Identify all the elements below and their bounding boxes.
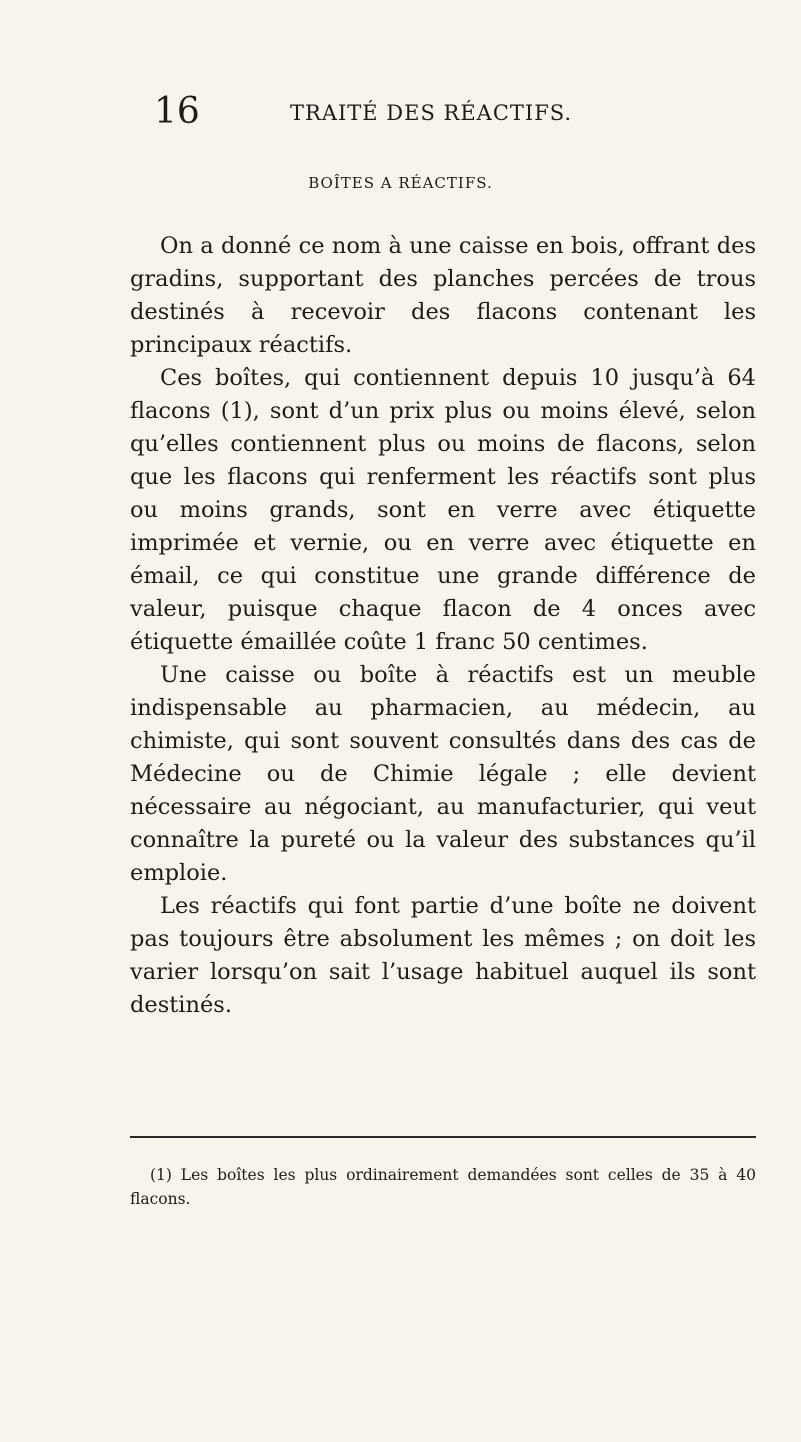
page-header <box>0 92 801 132</box>
footnote: (1) Les boîtes les plus ordinairement demandées sont celles de 35 à 40 flacons. <box>130 1166 756 1208</box>
paragraph: Une caisse ou boîte à réactifs est un meuble indispensable au pharmacien, au médecin, au chimiste, qui sont souvent consultés dans des cas de Médecine ou de Chimie légale ; elle devient nécessaire au négociant, au manufacturier, qui veut connaître la pureté ou la valeur des substances qu’il emploie. <box>130 662 756 886</box>
paragraph: Ces boîtes, qui contiennent depuis 10 jusqu’à 64 flacons (1), sont d’un prix plus ou moins élevé, selon qu’elles contiennent plus ou moins de flacons, selon que les flacons qui renferment les réactifs sont plus ou moins grands, sont en verre avec étiquette imprimée et vernie, ou en verre avec étiquette en émail, ce qui constitue une grande différence de valeur, puisque chaque flacon de 4 onces avec étiquette émaillée coûte 1 franc 50 centimes. <box>130 365 756 655</box>
running-title: TRAITÉ DES RÉACTIFS. <box>290 101 573 125</box>
paragraph: Les réactifs qui font partie d’une boîte ne doivent pas toujours être absolument les mêmes ; on doit les varier lorsqu’on sait l’usage habituel auquel ils sont destinés. <box>130 893 756 1018</box>
paragraph: On a donné ce nom à une caisse en bois, offrant des gradins, supportant des planches percées de trous destinés à recevoir des flacons contenant les principaux réactifs. <box>130 233 756 358</box>
body-text <box>130 230 756 1022</box>
page-number: 16 <box>154 91 200 132</box>
section-title: BOÎTES A RÉACTIFS. <box>308 174 493 192</box>
footnote-divider <box>130 1136 756 1138</box>
